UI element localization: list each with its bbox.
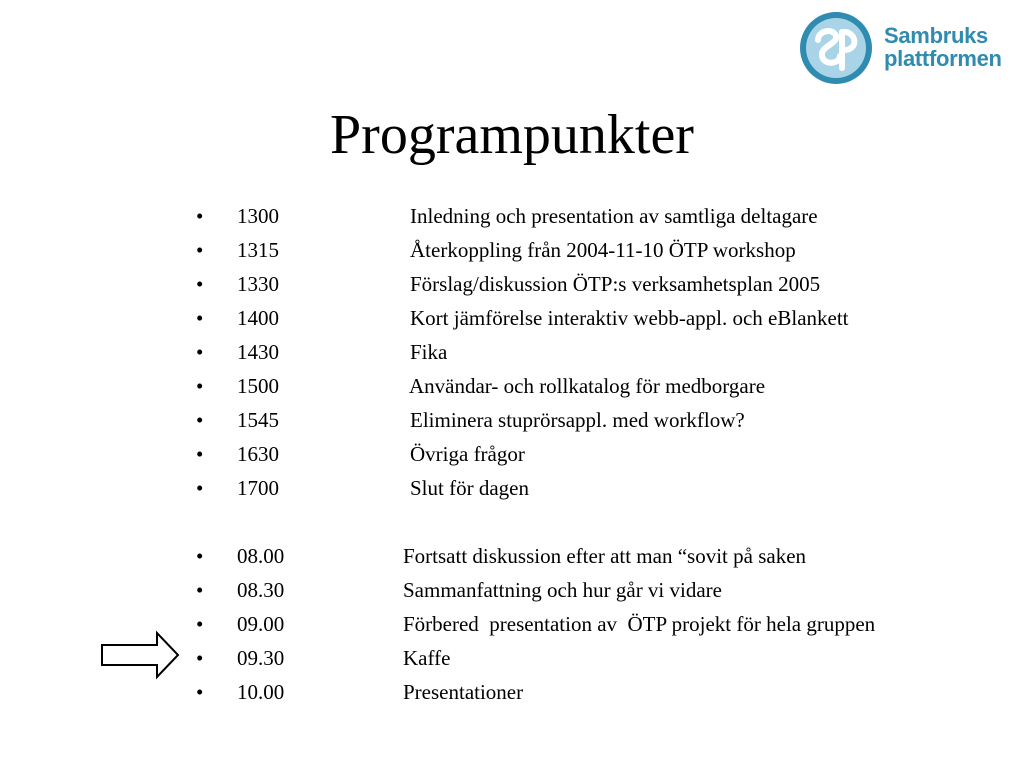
agenda-time: 1630 — [237, 442, 279, 466]
bullet: • — [196, 340, 204, 364]
bullet: • — [196, 374, 204, 398]
sambruksplattformen-logo-icon — [798, 10, 874, 86]
agenda-text: Fika — [410, 340, 448, 364]
agenda-time: 09.00 — [237, 612, 285, 636]
agenda-text: Förslag/diskussion ÖTP:s verksamhetsplan 2005 — [410, 272, 821, 296]
bullet: • — [196, 408, 204, 432]
bullet: • — [196, 476, 204, 500]
bullet: • — [196, 442, 204, 466]
agenda-text: Användar- och rollkatalog för medborgare — [409, 374, 766, 398]
agenda-time: 1330 — [237, 272, 279, 296]
bullet: • — [196, 680, 204, 704]
agenda-text: Förbered presentation av ÖTP projekt för hela gruppen — [403, 612, 876, 636]
bullet: • — [196, 578, 204, 602]
right-arrow-icon — [100, 630, 180, 680]
agenda-text: Inledning och presentation av samtliga deltagare — [410, 204, 818, 228]
bullet: • — [196, 306, 204, 330]
agenda-text: Kort jämförelse interaktiv webb-appl. och eBlankett — [410, 306, 849, 330]
agenda-text: Kaffe — [403, 646, 451, 670]
agenda-text: Presentationer — [403, 680, 524, 704]
agenda-text: Eliminera stuprörsappl. med workflow? — [410, 408, 745, 432]
agenda-time: 1545 — [237, 408, 279, 432]
logo-wordmark — [884, 24, 1002, 70]
agenda-text: Sammanfattning och hur går vi vidare — [403, 578, 722, 602]
agenda-time: 08.30 — [237, 578, 285, 602]
agenda-time: 1700 — [237, 476, 279, 500]
agenda-time: 1430 — [237, 340, 279, 364]
agenda-text: Fortsatt diskussion efter att man “sovit på saken — [403, 544, 807, 568]
bullet: • — [196, 646, 204, 670]
agenda-time: 10.00 — [237, 680, 285, 704]
bullet: • — [196, 204, 204, 228]
agenda-text: Återkoppling från 2004-11-10 ÖTP workshop — [410, 238, 796, 262]
logo-text-line1: Sambruks — [884, 23, 988, 48]
bullet: • — [196, 612, 204, 636]
agenda-time: 09.30 — [237, 646, 285, 670]
slide-title: Programpunkter — [330, 104, 694, 166]
bullet: • — [196, 544, 204, 568]
logo-text-line2: plattformen — [884, 46, 1002, 71]
agenda-time: 1400 — [237, 306, 279, 330]
bullet: • — [196, 238, 204, 262]
sambruksplattformen-logo — [798, 10, 1008, 86]
agenda-time: 1315 — [237, 238, 279, 262]
agenda-time: 1500 — [237, 374, 279, 398]
bullet: • — [196, 272, 204, 296]
agenda-time: 1300 — [237, 204, 279, 228]
agenda-text: Övriga frågor — [410, 442, 525, 466]
agenda-text: Slut för dagen — [410, 476, 529, 500]
agenda-time: 08.00 — [237, 544, 285, 568]
